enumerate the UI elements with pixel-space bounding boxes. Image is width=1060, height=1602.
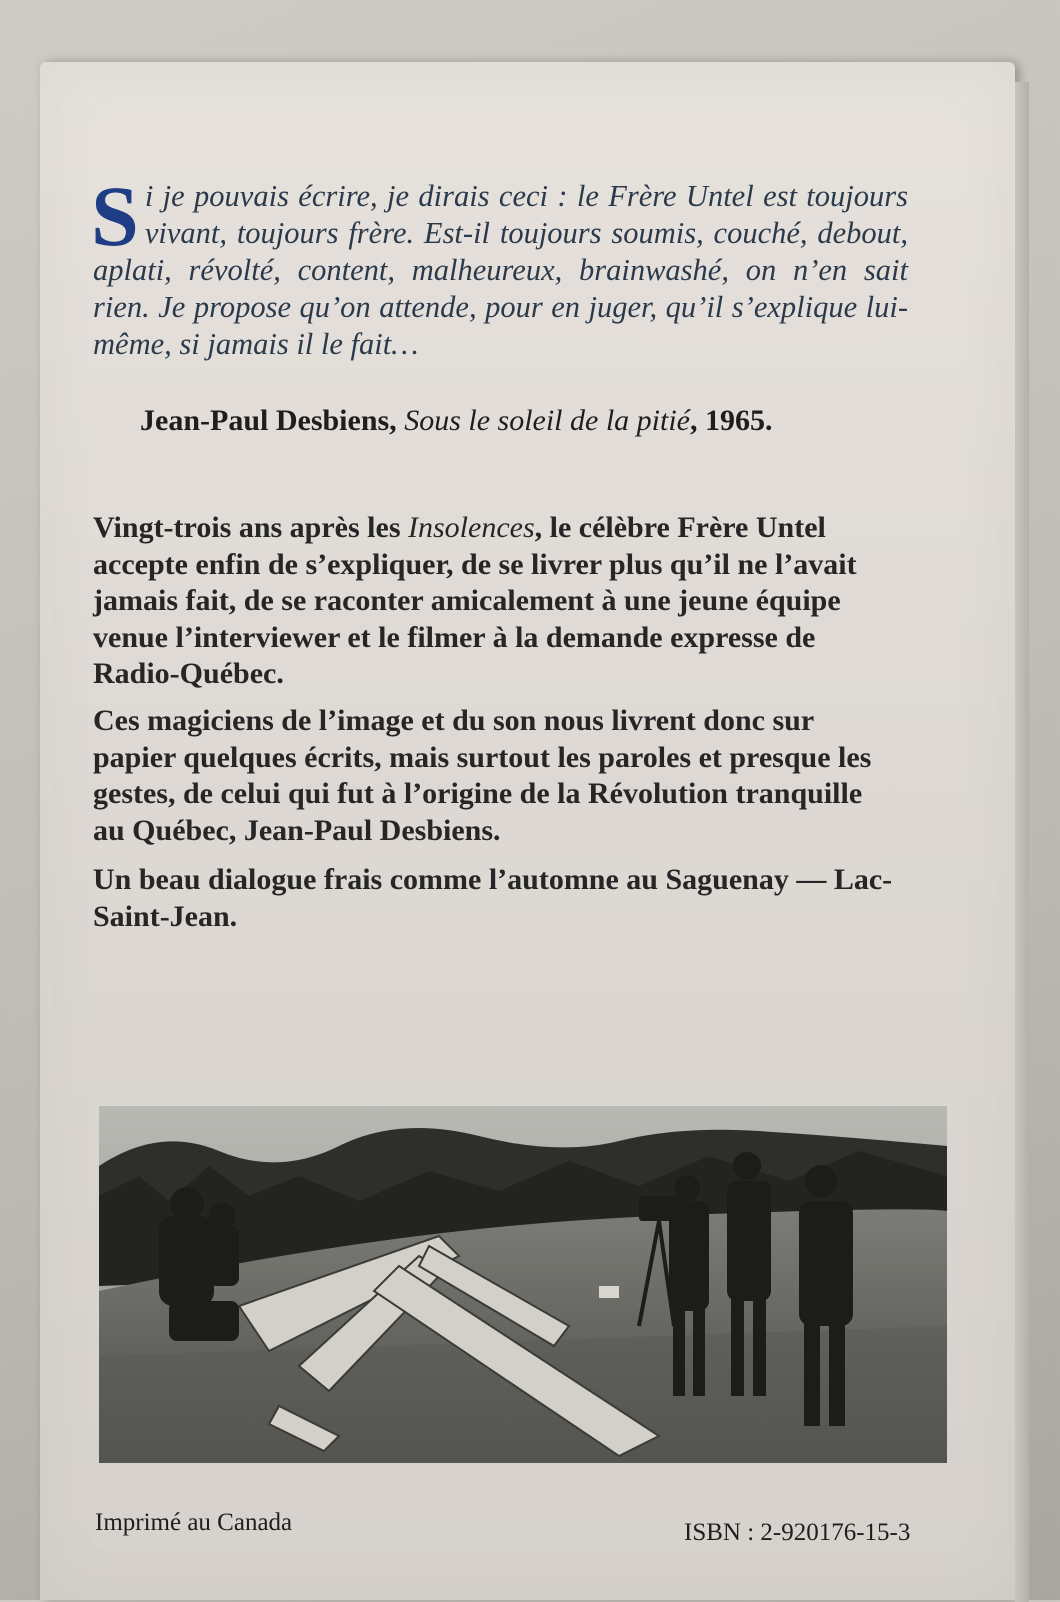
quote-text: i je pouvais écrire, je dirais ceci : le Frère Untel est toujours vivant, toujours frère. Est-il toujours soumis, couché, debout, aplati, révolté, content, malheureux, brainwashé, on n’en sait rien. Je propose qu’on attende, pour en juger, qu’il s’explique lui-même, si jamais il le fait… bbox=[93, 179, 908, 361]
blurb-1-before: Vingt-trois ans après les bbox=[93, 511, 408, 544]
epigraph-quote bbox=[91, 168, 908, 363]
cover-edge bbox=[1015, 82, 1029, 1602]
blurb-1-italic: Insolences bbox=[408, 511, 535, 544]
blurb-paragraph-2: Ces magiciens de l’image et du son nous livrent donc sur papier quelques écrits, mais surtout les paroles et presque les gestes, de celui qui fut à l’origine de la Révolution tranquille au Québec, Jean-Paul Desbiens. bbox=[93, 704, 872, 847]
printed-in: Imprimé au Canada bbox=[95, 1509, 293, 1536]
drop-cap: S bbox=[91, 168, 139, 264]
book-back-cover bbox=[40, 62, 1015, 1600]
attribution-work: Sous le soleil de la pitié bbox=[404, 404, 690, 437]
attribution-year: , 1965. bbox=[689, 404, 773, 437]
blurb-1-after: , le célèbre Frère Untel accepte enfin de s’expliquer, de se livrer plus qu’il ne l’avait jamais fait, de se raconter amicalement à une jeune équipe venue l’interviewer et le filmer à la demande expresse de Radio-Québec. bbox=[93, 511, 857, 690]
blurb-paragraph-1 bbox=[93, 510, 898, 693]
isbn: ISBN : 2-920176-15-3 bbox=[684, 1519, 911, 1546]
blurb-paragraph-3: Un beau dialogue frais comme l’automne au Saguenay — Lac-Saint-Jean. bbox=[93, 863, 893, 933]
film-crew-photo bbox=[99, 1106, 947, 1463]
attribution-author: Jean-Paul Desbiens, bbox=[140, 404, 397, 437]
quote-attribution bbox=[140, 404, 910, 438]
